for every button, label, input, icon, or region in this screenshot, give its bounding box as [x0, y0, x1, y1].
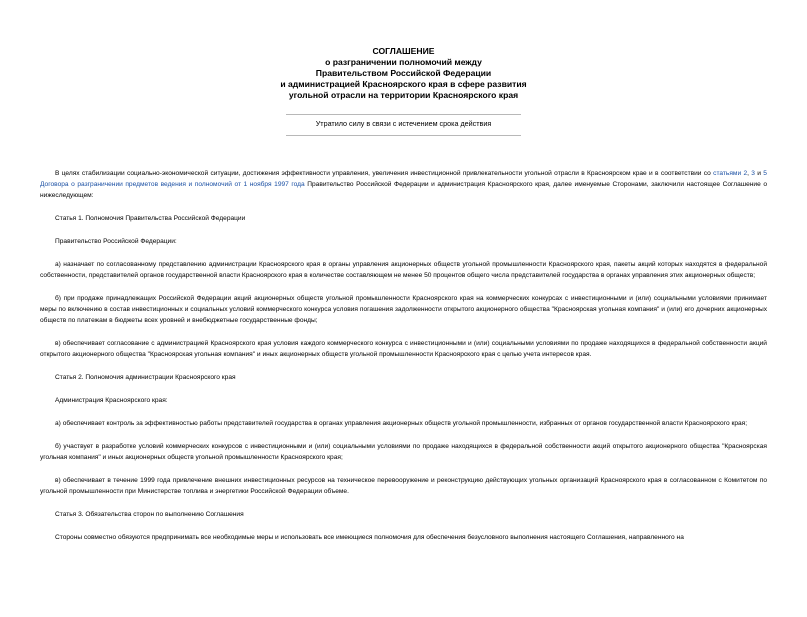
title-line-5: угольной отрасли на территории Красноярского края	[288, 90, 519, 100]
article-1-item-c: в) обеспечивает согласование с администрацией Красноярского края условия каждого коммерческого конкурса с инвестиционными и (или) социальными условиями по продаже находящихся в федеральной собственности акций открытого акционерного общества "Красноярская угольная компания" и иных акционерных обществ угольной промышленности Красноярского края с целью учета интересов края.	[40, 340, 767, 358]
document-page	[0, 46, 807, 617]
article-3-paragraph-1: Стороны совместно обязуются предпринимать все необходимые меры и использовать все имеющиеся полномочия для обеспечения безусловного выполнения настоящего Соглашения, направленного на	[55, 534, 684, 541]
intro-text-before: В целях стабилизации социально-экономической ситуации, достижения эффективности управления, увеличения инвестиционной привлекательности угольной отрасли в Красноярском крае и в соответствии со	[55, 170, 714, 177]
document-body	[40, 168, 767, 543]
article-2-heading: Статья 2. Полномочия администрации Красноярского края	[55, 374, 236, 381]
intro-sep-1: ,	[747, 170, 752, 177]
intro-sep-2: и	[754, 170, 764, 177]
document-title: СОГЛАШЕНИЕ	[372, 46, 435, 56]
document-header	[40, 46, 767, 101]
link-article-2[interactable]: статьями 2	[713, 170, 748, 177]
link-treaty-article-5[interactable]: 5 Договора о разграничении предметов ведения и полномочий от 1 ноября 1997 года	[40, 170, 767, 188]
article-2-item-c: в) обеспечивает в течение 1999 года привлечение внешних инвестиционных ресурсов на техническое перевооружение и реконструкцию действующих угольных организаций Красноярского края в согласованном с Комитетом по угольной промышленности при Министерстве топлива и энергетики Российской Федерации объеме.	[40, 477, 767, 495]
article-1-item-b: б) при продаже принадлежащих Российской Федерации акций акционерных обществ угольной промышленности Красноярского края на коммерческих конкурсах с инвестиционными и (или) социальными условиями принимает меры по включению в состав инвестиционных и социальных условий коммерческого конкурса условия погашения задолженности открытого акционерного общества "Красноярская угольная компания" и (или) его дочерних акционерных обществ по платежам в бюджеты всех уровней и внебюджетные государственные фонды;	[40, 295, 767, 324]
title-line-3: Правительством Российской Федерации	[315, 68, 492, 78]
article-1-heading: Статья 1. Полномочия Правительства Российской Федерации	[55, 215, 246, 222]
article-1-item-a: а) назначает по согласованному представлению администрации Красноярского края в органы управления акционерных обществ угольной промышленности Красноярского края, пакеты акций которых находятся в федеральной собственности, представителей органов государственной власти Красноярского края в количестве составляющем не менее 50 процентов общего числа представителей государства в органах управления этих акционерных обществ;	[40, 261, 767, 279]
title-line-4: и администрацией Красноярского края в сфере развития	[280, 79, 527, 89]
article-3-heading: Статья 3. Обязательства сторон по выполнению Соглашения	[55, 511, 244, 518]
divider-bottom	[286, 135, 521, 136]
title-line-2: о разграничении полномочий между	[325, 57, 482, 67]
link-article-3[interactable]: 3	[751, 170, 755, 177]
intro-text-after: Правительство Российской Федерации и администрация Красноярского края, далее именуемые Сторонами, заключили настоящее Соглашение о нижеследующем:	[40, 181, 767, 199]
article-2-item-a: а) обеспечивает контроль за эффективностью работы представителей государства в органах управления акционерных обществ угольной промышленности, избранных от органов государственной власти Красноярского края;	[55, 420, 748, 427]
article-2-lead: Администрация Красноярского края:	[55, 397, 168, 404]
article-2-item-b: б) участвует в разработке условий коммерческих конкурсов с инвестиционными и (или) социальными условиями по продаже находящихся в федеральной собственности акций открытого акционерного общества "Красноярская угольная компания" и иных акционерных обществ угольной промышленности Красноярского края;	[40, 443, 767, 461]
status-notice: Утратило силу в связи с истечением срока действия	[315, 119, 492, 128]
article-1-lead: Правительство Российской Федерации:	[55, 238, 177, 245]
intro-paragraph	[40, 168, 767, 201]
divider-top	[286, 114, 521, 115]
